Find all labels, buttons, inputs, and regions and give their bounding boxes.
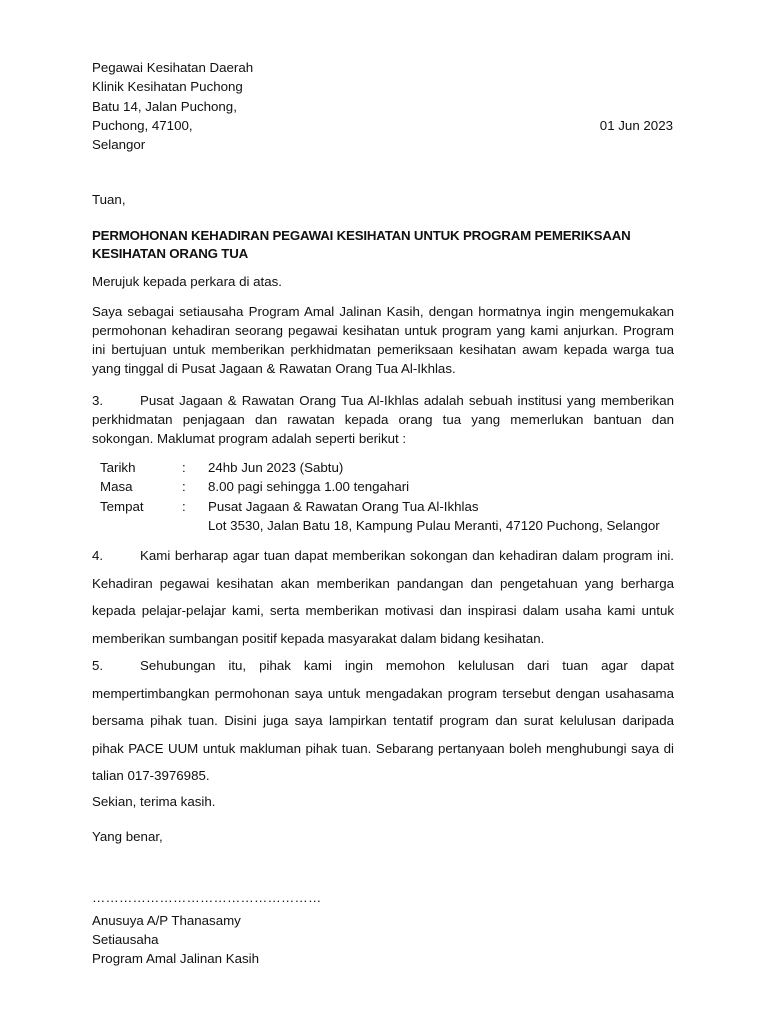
paragraph-1: Saya sebagai setiausaha Program Amal Jalinan Kasih, dengan hormatnya ingin mengemukakan permohonan kehadiran seorang pegawai kesihatan untuk program yang kami anjurkan. Program ini bertujuan untuk memberikan perkhidmatan pemeriksaan kesihatan awam kepada warga tua yang tinggal di Pusat Jagaan & Rawatan Orang Tua Al-Ikhlas. xyxy=(92,304,674,376)
detail-colon xyxy=(182,516,208,535)
letter-subject: PERMOHONAN KEHADIRAN PEGAWAI KESIHATAN UNTUK PROGRAM PEMERIKSAAN KESIHATAN ORANG TUA xyxy=(92,228,631,261)
signoff-line: Yang benar, xyxy=(92,829,163,844)
detail-colon: : xyxy=(182,498,186,514)
paragraph-text: Pusat Jagaan & Rawatan Orang Tua Al-Ikhlas adalah sebuah institusi yang memberikan perkhidmatan penjagaan dan rawatan kepada orang tua yang memerlukan bantuan dan sokongan. Maklumat program adalah seperti berikut : xyxy=(92,393,674,446)
paragraph-5 xyxy=(92,652,674,790)
detail-colon: : xyxy=(182,479,186,495)
detail-row-date xyxy=(100,458,660,477)
paragraph-text: Kami berharap agar tuan dapat memberikan sokongan dan kehadiran dalam program ini. Kehadiran pegawai kesihatan akan memberikan pandangan dan pengetahuan yang berharga kepada pelajar-pelajar kami, serta memberikan motivasi dan inspirasi dalam usaha kami untuk memberikan sumbangan positif kepada masyarakat dalam bidang kesihatan. xyxy=(92,548,674,646)
paragraph-4 xyxy=(92,542,674,652)
detail-label: Tarikh xyxy=(100,460,136,475)
sender-line-5: Selangor xyxy=(92,137,146,152)
paragraph-number: 3. xyxy=(92,393,104,408)
detail-value: Lot 3530, Jalan Batu 18, Kampung Pulau Meranti, 47120 Puchong, Selangor xyxy=(208,518,660,534)
paragraph-number: 4. xyxy=(92,548,104,563)
detail-value: 8.00 pagi sehingga 1.00 tengahari xyxy=(208,479,410,495)
salutation: Tuan, xyxy=(92,192,126,207)
signatory-title: Setiausaha xyxy=(92,932,159,947)
sender-line-3: Batu 14, Jalan Puchong, xyxy=(92,99,237,114)
detail-row-address xyxy=(100,516,660,535)
sender-line-4: Puchong, 47100, xyxy=(92,118,193,133)
detail-value: Pusat Jagaan & Rawatan Orang Tua Al-Ikhlas xyxy=(208,498,479,514)
sender-line-1: Pegawai Kesihatan Daerah xyxy=(92,60,254,75)
program-details xyxy=(100,458,660,536)
detail-label: Masa xyxy=(100,479,133,495)
paragraph-number: 5. xyxy=(92,658,104,673)
reference-line: Merujuk kepada perkara di atas. xyxy=(92,274,282,289)
signatory-name: Anusuya A/P Thanasamy xyxy=(92,913,241,928)
detail-value: 24hb Jun 2023 (Sabtu) xyxy=(208,460,344,475)
closing-line: Sekian, terima kasih. xyxy=(92,794,216,809)
signatory-org: Program Amal Jalinan Kasih xyxy=(92,951,260,966)
sender-line-2: Klinik Kesihatan Puchong xyxy=(92,79,243,94)
detail-label: Tempat xyxy=(100,498,144,514)
detail-label xyxy=(100,516,182,535)
paragraph-text: Sehubungan itu, pihak kami ingin memohon kelulusan dari tuan agar dapat mempertimbangkan permohonan saya untuk mengadakan program tersebut dengan usahasama bersama pihak tuan. Disini juga saya lampirkan tentatif program dan surat kelulusan daripada pihak PACE UUM untuk makluman pihak tuan. Sebarang pertanyaan boleh menghubungi saya di talian 017-3976985. xyxy=(92,658,674,783)
detail-colon: : xyxy=(182,460,186,475)
detail-row-time xyxy=(100,477,660,496)
signature-line: …………………………………………… xyxy=(92,890,322,905)
detail-row-place xyxy=(100,497,660,516)
paragraph-3 xyxy=(92,391,674,448)
letter-date: 01 Jun 2023 xyxy=(599,118,673,133)
